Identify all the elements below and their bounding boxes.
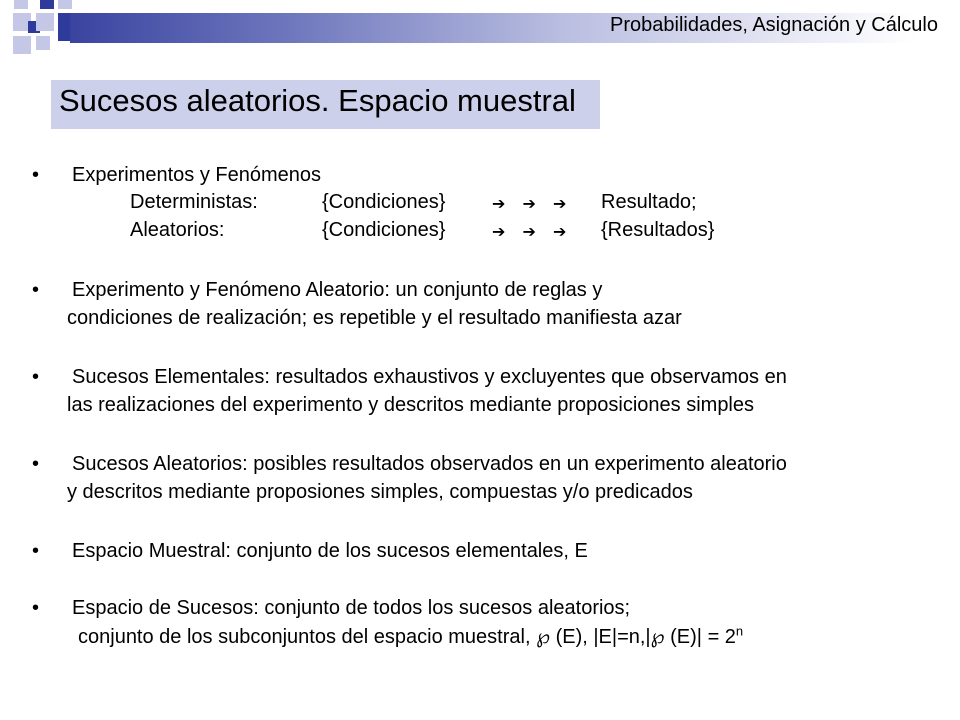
bullet-glyph: • [32,540,40,562]
bullet-glyph: • [32,366,40,388]
determinist-arrows-icon: ➔ ➔ ➔ [492,194,573,213]
bullet-line: y descritos mediante proposiones simples, compuestas y/o predicados [67,481,693,503]
bullet-glyph: • [32,453,40,475]
decor-square-2 [40,0,54,9]
power-set-text-3: (E)| = 2 [664,626,736,648]
power-set-exponent: n [735,623,744,639]
bullet-glyph: • [32,597,40,619]
determinist-result: Resultado; [601,191,697,213]
decor-square-8 [13,36,31,54]
bullet-line: Sucesos Elementales: resultados exhaustivos y excluyentes que observamos en [72,366,787,388]
bullet-line: Espacio Muestral: conjunto de los sucesos elementales, E [72,540,588,562]
bullet-line: condiciones de realización; es repetible y el resultado manifiesta azar [67,307,682,329]
bullet-line: Experimentos y Fenómenos [72,164,322,186]
random-arrows-icon: ➔ ➔ ➔ [492,222,573,241]
power-set-line [78,625,743,649]
power-set-text-2: (E), |E|=n,| [550,626,651,648]
power-set-text-1: conjunto de los subconjuntos del espacio muestral, [78,626,537,648]
slide-title: Sucesos aleatorios. Espacio muestral [59,83,576,118]
bullet-line: las realizaciones del experimento y descritos mediante proposiciones simples [67,394,755,416]
power-set-symbol-icon: ℘ [536,626,551,648]
decor-square-9 [36,36,50,50]
header-title: Probabilidades, Asignación y Cálculo [610,14,938,36]
bullet-glyph: • [32,279,40,301]
decor-square-6 [36,13,54,31]
random-result: {Resultados} [601,219,715,241]
bullet-line: Espacio de Sucesos: conjunto de todos los sucesos aleatorios; [72,597,631,619]
decor-square-3 [58,0,72,9]
random-label: Aleatorios: [130,219,225,241]
determinist-label: Deterministas: [130,191,258,213]
bullet-line: Experimento y Fenómeno Aleatorio: un conjunto de reglas y [72,279,603,301]
power-set-symbol-icon: ℘ [650,626,665,648]
bullet-glyph: • [32,164,40,186]
determinist-conditions: {Condiciones} [322,191,446,213]
random-conditions: {Condiciones} [322,219,446,241]
decor-square-1 [14,0,28,9]
bullet-line: Sucesos Aleatorios: posibles resultados observados en un experimento aleatorio [72,453,787,475]
